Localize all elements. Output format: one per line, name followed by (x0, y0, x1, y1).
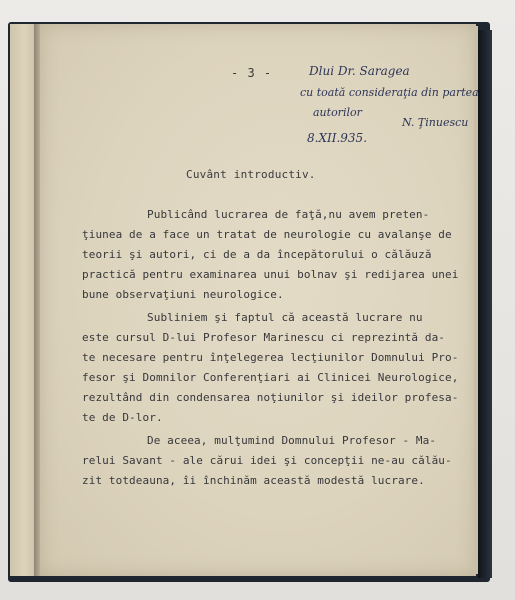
paragraph-2-line-2: este cursul D-lui Profesor Marinescu ci reprezintă da- (82, 331, 446, 344)
book-spine-edge (478, 30, 492, 578)
page-number: - 3 - (231, 66, 273, 80)
paragraph-1-line-2: ţiunea de a face un tratat de neurologie cu avalanşe de (82, 228, 452, 241)
paragraph-1-line-3: teorii şi autori, ci de a da începătorului o călăuză (82, 248, 432, 261)
paragraph-3-line-2: relui Savant - ale cărui idei şi concepţii ne-au călău- (82, 454, 452, 467)
dedication-date: 8.XII.935. (307, 131, 368, 145)
paragraph-2-line-1: Subliniem şi faptul că această lucrare nu (147, 311, 423, 324)
paragraph-2-line-6: te de D-lor. (82, 411, 163, 424)
paragraph-1-line-4: practică pentru examinarea unui bolnav şi redijarea unei (82, 268, 459, 281)
paragraph-1-line-1: Publicând lucrarea de faţă,nu avem preten- (147, 208, 430, 221)
paragraph-3-line-1: De aceea, mulţumind Domnului Profesor - Ma- (147, 434, 437, 447)
paragraph-2-line-5: rezultând din condensarea noţiunilor şi ideilor profesa- (82, 391, 459, 404)
section-title: Cuvânt introductiv. (186, 168, 316, 181)
paragraph-1-line-5: bune observaţiuni neurologice. (82, 288, 284, 301)
paragraph-2-line-3: te necesare pentru înţelegerea lecţiunilor Domnului Pro- (82, 351, 459, 364)
dedication-line-3: autorilor (313, 106, 362, 119)
dedication-line-2: cu toată consideraţia din partea (300, 86, 479, 99)
paragraph-3-line-3: zit totdeauna, îi închinăm această modestă lucrare. (82, 474, 425, 487)
dedication-recipient: Dlui Dr. Saragea (309, 64, 410, 78)
page-fore-edge (474, 26, 478, 574)
paragraph-2-line-4: fesor şi Domnilor Conferenţiari ai Clinicei Neurologice, (82, 371, 459, 384)
left-page-edge (10, 24, 35, 576)
dedication-signature: N. Ţinuescu (402, 116, 469, 129)
